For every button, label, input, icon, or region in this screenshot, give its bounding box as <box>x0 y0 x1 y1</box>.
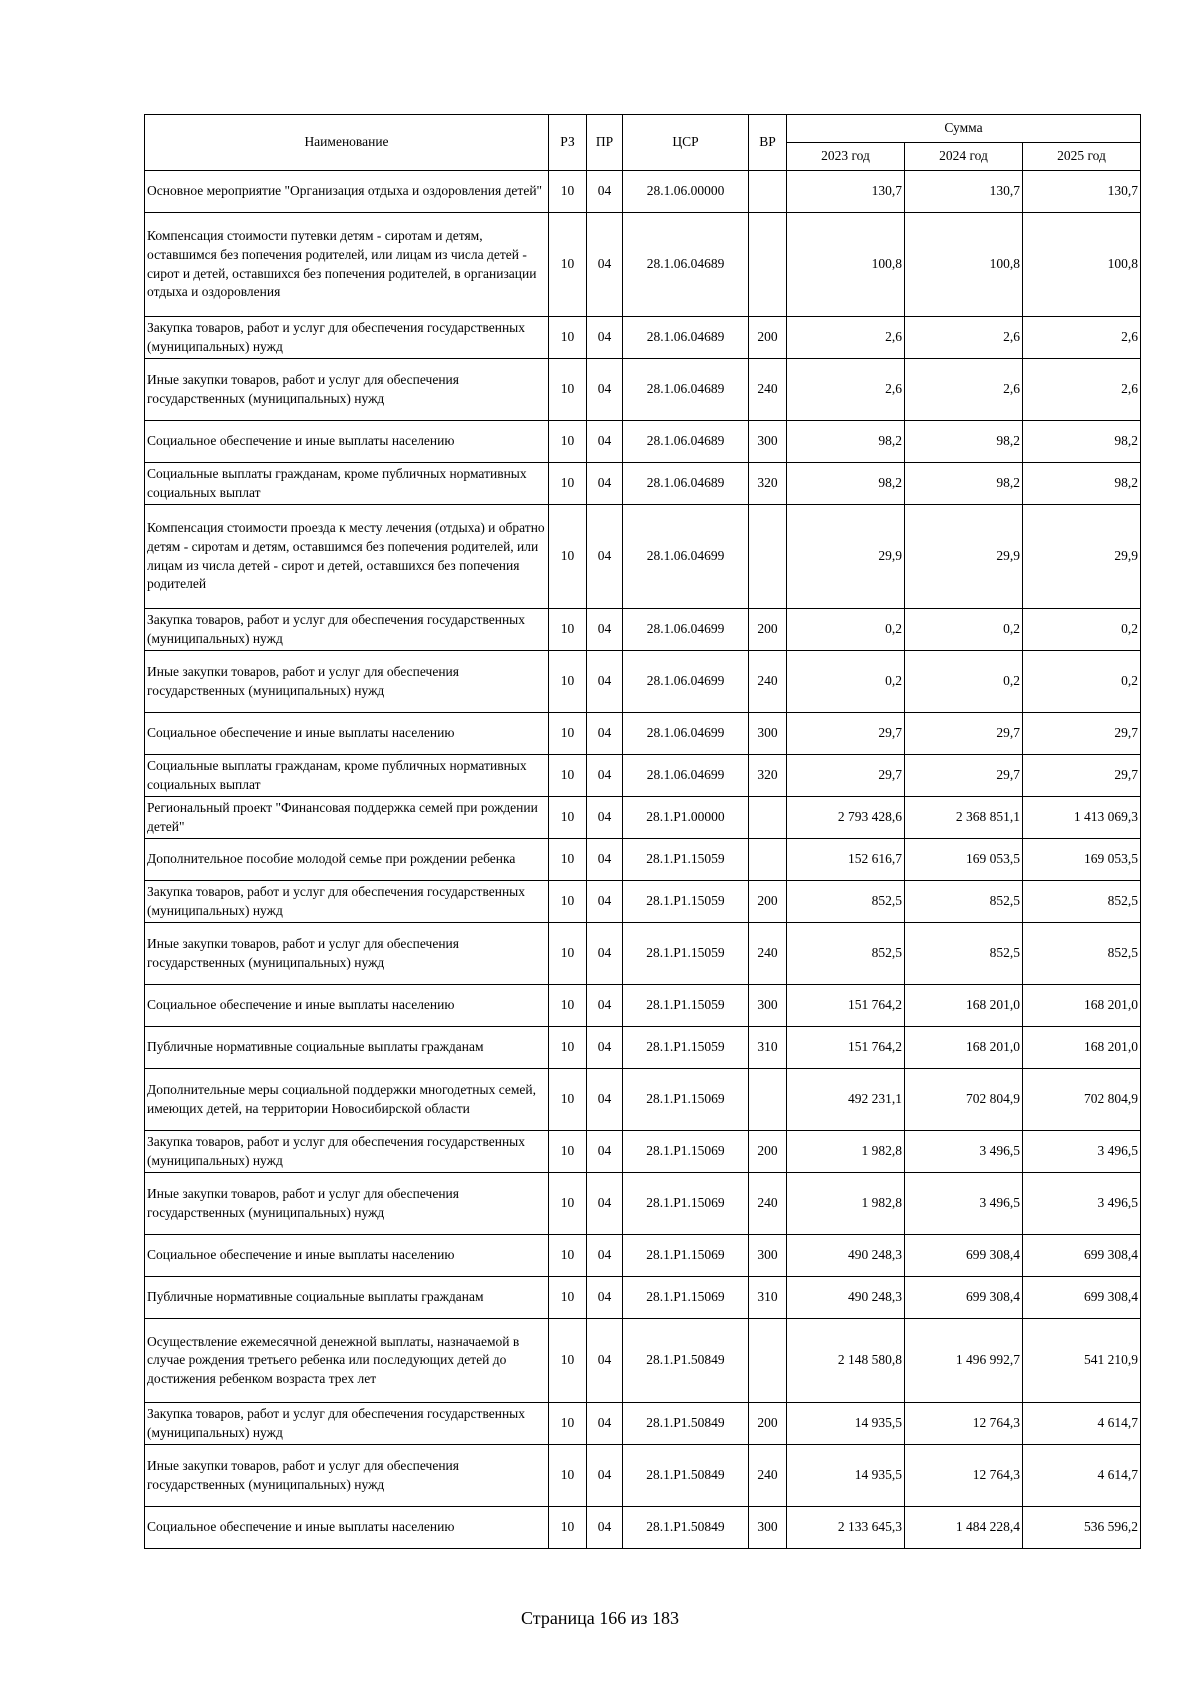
row-csr: 28.1.P1.15059 <box>623 923 749 985</box>
row-vr: 200 <box>749 1403 787 1445</box>
table-row <box>145 609 1141 651</box>
row-sum-2025: 169 053,5 <box>1023 839 1141 881</box>
row-sum-2025: 699 308,4 <box>1023 1235 1141 1277</box>
row-rz: 10 <box>549 317 587 359</box>
row-csr: 28.1.06.04689 <box>623 317 749 359</box>
row-sum-2025: 0,2 <box>1023 651 1141 713</box>
row-sum-2025: 98,2 <box>1023 463 1141 505</box>
row-csr: 28.1.P1.15069 <box>623 1131 749 1173</box>
row-pr: 04 <box>587 171 623 213</box>
row-csr: 28.1.P1.00000 <box>623 797 749 839</box>
row-vr: 240 <box>749 651 787 713</box>
budget-table <box>144 114 1141 1549</box>
row-vr: 300 <box>749 421 787 463</box>
row-sum-2023: 492 231,1 <box>787 1069 905 1131</box>
row-csr: 28.1.P1.50849 <box>623 1319 749 1403</box>
row-name: Публичные нормативные социальные выплаты гражданам <box>145 1027 549 1069</box>
table-row <box>145 985 1141 1027</box>
row-sum-2024: 29,7 <box>905 755 1023 797</box>
row-csr: 28.1.06.04699 <box>623 713 749 755</box>
row-csr: 28.1.06.04689 <box>623 359 749 421</box>
row-sum-2025: 1 413 069,3 <box>1023 797 1141 839</box>
row-vr <box>749 797 787 839</box>
row-sum-2025: 2,6 <box>1023 359 1141 421</box>
row-vr: 310 <box>749 1277 787 1319</box>
row-pr: 04 <box>587 985 623 1027</box>
row-rz: 10 <box>549 421 587 463</box>
row-sum-2024: 2 368 851,1 <box>905 797 1023 839</box>
table-row <box>145 839 1141 881</box>
row-sum-2023: 1 982,8 <box>787 1173 905 1235</box>
row-sum-2024: 0,2 <box>905 651 1023 713</box>
header-csr: ЦСР <box>623 115 749 171</box>
row-vr: 200 <box>749 317 787 359</box>
row-rz: 10 <box>549 1507 587 1549</box>
row-sum-2025: 0,2 <box>1023 609 1141 651</box>
row-sum-2024: 98,2 <box>905 463 1023 505</box>
row-sum-2023: 100,8 <box>787 213 905 317</box>
row-pr: 04 <box>587 1277 623 1319</box>
row-vr: 200 <box>749 881 787 923</box>
row-sum-2025: 699 308,4 <box>1023 1277 1141 1319</box>
row-sum-2024: 100,8 <box>905 213 1023 317</box>
row-pr: 04 <box>587 1403 623 1445</box>
header-vr: ВР <box>749 115 787 171</box>
row-sum-2025: 4 614,7 <box>1023 1403 1141 1445</box>
row-csr: 28.1.06.04699 <box>623 651 749 713</box>
row-sum-2023: 14 935,5 <box>787 1445 905 1507</box>
row-name: Закупка товаров, работ и услуг для обеспечения государственных (муниципальных) нужд <box>145 609 549 651</box>
row-sum-2023: 2 793 428,6 <box>787 797 905 839</box>
row-rz: 10 <box>549 713 587 755</box>
table-row <box>145 1403 1141 1445</box>
row-rz: 10 <box>549 359 587 421</box>
row-vr: 240 <box>749 1173 787 1235</box>
row-name: Иные закупки товаров, работ и услуг для обеспечения государственных (муниципальных) нужд <box>145 1173 549 1235</box>
table-row <box>145 1277 1141 1319</box>
header-pr: ПР <box>587 115 623 171</box>
row-csr: 28.1.P1.15059 <box>623 985 749 1027</box>
row-sum-2023: 98,2 <box>787 421 905 463</box>
row-name: Осуществление ежемесячной денежной выплаты, назначаемой в случае рождения третьего ребенка или последующих детей до достижения ребенком возраста трех лет <box>145 1319 549 1403</box>
row-sum-2025: 98,2 <box>1023 421 1141 463</box>
row-sum-2024: 699 308,4 <box>905 1277 1023 1319</box>
row-sum-2024: 3 496,5 <box>905 1173 1023 1235</box>
table-row <box>145 713 1141 755</box>
row-rz: 10 <box>549 923 587 985</box>
row-pr: 04 <box>587 923 623 985</box>
row-csr: 28.1.P1.15059 <box>623 881 749 923</box>
row-rz: 10 <box>549 1319 587 1403</box>
row-name: Компенсация стоимости проезда к месту лечения (отдыха) и обратно детям - сиротам и детям, оставшимся без попечения родителей, или лицам из числа детей - сирот и детей, оставшихся без попечения родителей <box>145 505 549 609</box>
row-sum-2023: 2,6 <box>787 359 905 421</box>
row-sum-2023: 14 935,5 <box>787 1403 905 1445</box>
row-sum-2024: 2,6 <box>905 317 1023 359</box>
row-sum-2025: 852,5 <box>1023 881 1141 923</box>
row-rz: 10 <box>549 1131 587 1173</box>
table-row <box>145 923 1141 985</box>
row-sum-2024: 702 804,9 <box>905 1069 1023 1131</box>
row-vr: 310 <box>749 1027 787 1069</box>
table-row <box>145 797 1141 839</box>
row-rz: 10 <box>549 505 587 609</box>
row-csr: 28.1.P1.15059 <box>623 839 749 881</box>
row-sum-2023: 2,6 <box>787 317 905 359</box>
row-vr: 240 <box>749 359 787 421</box>
row-sum-2025: 536 596,2 <box>1023 1507 1141 1549</box>
row-sum-2023: 490 248,3 <box>787 1277 905 1319</box>
row-csr: 28.1.06.00000 <box>623 171 749 213</box>
row-vr: 240 <box>749 1445 787 1507</box>
row-pr: 04 <box>587 1445 623 1507</box>
row-sum-2025: 168 201,0 <box>1023 1027 1141 1069</box>
row-vr: 240 <box>749 923 787 985</box>
row-vr <box>749 213 787 317</box>
row-vr <box>749 1069 787 1131</box>
row-rz: 10 <box>549 609 587 651</box>
row-name: Дополнительные меры социальной поддержки многодетных семей, имеющих детей, на территории Новосибирской области <box>145 1069 549 1131</box>
row-sum-2023: 29,7 <box>787 713 905 755</box>
row-pr: 04 <box>587 213 623 317</box>
row-rz: 10 <box>549 1027 587 1069</box>
table-row <box>145 317 1141 359</box>
row-csr: 28.1.06.04699 <box>623 755 749 797</box>
row-pr: 04 <box>587 1069 623 1131</box>
row-pr: 04 <box>587 1131 623 1173</box>
header-sum: Сумма <box>787 115 1141 143</box>
row-pr: 04 <box>587 1235 623 1277</box>
table-row <box>145 1507 1141 1549</box>
table-row <box>145 463 1141 505</box>
page-number: Страница 166 из 183 <box>521 1608 679 1628</box>
table-row <box>145 1235 1141 1277</box>
row-name: Закупка товаров, работ и услуг для обеспечения государственных (муниципальных) нужд <box>145 1131 549 1173</box>
row-pr: 04 <box>587 797 623 839</box>
row-sum-2025: 702 804,9 <box>1023 1069 1141 1131</box>
row-pr: 04 <box>587 651 623 713</box>
row-rz: 10 <box>549 755 587 797</box>
header-year-2025: 2025 год <box>1023 143 1141 171</box>
row-sum-2023: 0,2 <box>787 609 905 651</box>
row-pr: 04 <box>587 1507 623 1549</box>
table-row <box>145 651 1141 713</box>
row-sum-2025: 130,7 <box>1023 171 1141 213</box>
row-rz: 10 <box>549 463 587 505</box>
row-vr <box>749 505 787 609</box>
row-vr: 200 <box>749 609 787 651</box>
row-sum-2023: 98,2 <box>787 463 905 505</box>
row-rz: 10 <box>549 1277 587 1319</box>
row-rz: 10 <box>549 213 587 317</box>
table-row <box>145 505 1141 609</box>
row-name: Дополнительное пособие молодой семье при рождении ребенка <box>145 839 549 881</box>
row-sum-2025: 852,5 <box>1023 923 1141 985</box>
row-sum-2024: 168 201,0 <box>905 985 1023 1027</box>
row-vr: 300 <box>749 713 787 755</box>
row-pr: 04 <box>587 1173 623 1235</box>
row-name: Социальные выплаты гражданам, кроме публичных нормативных социальных выплат <box>145 755 549 797</box>
row-rz: 10 <box>549 797 587 839</box>
row-name: Закупка товаров, работ и услуг для обеспечения государственных (муниципальных) нужд <box>145 881 549 923</box>
row-pr: 04 <box>587 421 623 463</box>
row-sum-2025: 29,9 <box>1023 505 1141 609</box>
row-pr: 04 <box>587 505 623 609</box>
row-name: Социальное обеспечение и иные выплаты населению <box>145 1507 549 1549</box>
row-name: Закупка товаров, работ и услуг для обеспечения государственных (муниципальных) нужд <box>145 317 549 359</box>
table-row <box>145 1069 1141 1131</box>
table-row <box>145 755 1141 797</box>
row-vr <box>749 171 787 213</box>
row-pr: 04 <box>587 881 623 923</box>
header-year-2024: 2024 год <box>905 143 1023 171</box>
row-rz: 10 <box>549 1235 587 1277</box>
row-csr: 28.1.P1.15069 <box>623 1277 749 1319</box>
row-csr: 28.1.06.04699 <box>623 609 749 651</box>
row-sum-2025: 4 614,7 <box>1023 1445 1141 1507</box>
row-name: Иные закупки товаров, работ и услуг для обеспечения государственных (муниципальных) нужд <box>145 923 549 985</box>
row-pr: 04 <box>587 713 623 755</box>
row-sum-2024: 12 764,3 <box>905 1445 1023 1507</box>
row-name: Иные закупки товаров, работ и услуг для обеспечения государственных (муниципальных) нужд <box>145 359 549 421</box>
row-name: Социальное обеспечение и иные выплаты населению <box>145 1235 549 1277</box>
row-name: Социальное обеспечение и иные выплаты населению <box>145 713 549 755</box>
table-row <box>145 1027 1141 1069</box>
row-vr: 300 <box>749 1507 787 1549</box>
row-sum-2024: 1 484 228,4 <box>905 1507 1023 1549</box>
row-name: Региональный проект "Финансовая поддержка семей при рождении детей" <box>145 797 549 839</box>
row-sum-2023: 490 248,3 <box>787 1235 905 1277</box>
row-rz: 10 <box>549 1173 587 1235</box>
header-rz: РЗ <box>549 115 587 171</box>
row-pr: 04 <box>587 755 623 797</box>
row-sum-2023: 29,9 <box>787 505 905 609</box>
row-csr: 28.1.06.04689 <box>623 463 749 505</box>
row-sum-2024: 3 496,5 <box>905 1131 1023 1173</box>
row-name: Компенсация стоимости путевки детям - сиротам и детям, оставшимся без попечения родителей, или лицам из числа детей - сирот и детей, оставшихся без попечения родителей, в организации отдыха и оздоровления <box>145 213 549 317</box>
row-pr: 04 <box>587 839 623 881</box>
row-sum-2025: 2,6 <box>1023 317 1141 359</box>
table-row <box>145 1173 1141 1235</box>
row-csr: 28.1.P1.50849 <box>623 1445 749 1507</box>
row-sum-2025: 3 496,5 <box>1023 1173 1141 1235</box>
row-name: Социальные выплаты гражданам, кроме публичных нормативных социальных выплат <box>145 463 549 505</box>
header-year-2023: 2023 год <box>787 143 905 171</box>
row-sum-2024: 852,5 <box>905 881 1023 923</box>
row-name: Иные закупки товаров, работ и услуг для обеспечения государственных (муниципальных) нужд <box>145 1445 549 1507</box>
row-csr: 28.1.P1.15069 <box>623 1069 749 1131</box>
row-sum-2024: 0,2 <box>905 609 1023 651</box>
row-sum-2023: 130,7 <box>787 171 905 213</box>
row-rz: 10 <box>549 1069 587 1131</box>
table-body <box>145 171 1141 1549</box>
row-rz: 10 <box>549 839 587 881</box>
row-vr: 200 <box>749 1131 787 1173</box>
row-rz: 10 <box>549 651 587 713</box>
row-sum-2025: 100,8 <box>1023 213 1141 317</box>
row-sum-2025: 168 201,0 <box>1023 985 1141 1027</box>
row-sum-2024: 168 201,0 <box>905 1027 1023 1069</box>
row-vr: 320 <box>749 755 787 797</box>
row-rz: 10 <box>549 1403 587 1445</box>
row-name: Социальное обеспечение и иные выплаты населению <box>145 985 549 1027</box>
row-csr: 28.1.06.04689 <box>623 213 749 317</box>
table-row <box>145 213 1141 317</box>
row-sum-2023: 151 764,2 <box>787 1027 905 1069</box>
table-row <box>145 421 1141 463</box>
table-row <box>145 359 1141 421</box>
row-vr <box>749 839 787 881</box>
row-sum-2024: 29,9 <box>905 505 1023 609</box>
row-sum-2023: 852,5 <box>787 923 905 985</box>
row-sum-2024: 852,5 <box>905 923 1023 985</box>
row-pr: 04 <box>587 609 623 651</box>
row-sum-2024: 1 496 992,7 <box>905 1319 1023 1403</box>
row-name: Закупка товаров, работ и услуг для обеспечения государственных (муниципальных) нужд <box>145 1403 549 1445</box>
row-pr: 04 <box>587 463 623 505</box>
table-row <box>145 171 1141 213</box>
row-rz: 10 <box>549 985 587 1027</box>
row-pr: 04 <box>587 359 623 421</box>
row-rz: 10 <box>549 1445 587 1507</box>
row-sum-2025: 541 210,9 <box>1023 1319 1141 1403</box>
row-csr: 28.1.06.04689 <box>623 421 749 463</box>
row-sum-2023: 29,7 <box>787 755 905 797</box>
row-csr: 28.1.P1.50849 <box>623 1507 749 1549</box>
row-sum-2023: 0,2 <box>787 651 905 713</box>
row-sum-2023: 2 148 580,8 <box>787 1319 905 1403</box>
row-sum-2024: 130,7 <box>905 171 1023 213</box>
header-name: Наименование <box>145 115 549 171</box>
table-row <box>145 1319 1141 1403</box>
row-csr: 28.1.06.04699 <box>623 505 749 609</box>
row-pr: 04 <box>587 317 623 359</box>
row-sum-2024: 98,2 <box>905 421 1023 463</box>
table-row <box>145 881 1141 923</box>
row-csr: 28.1.P1.15069 <box>623 1235 749 1277</box>
row-csr: 28.1.P1.15059 <box>623 1027 749 1069</box>
row-sum-2024: 29,7 <box>905 713 1023 755</box>
row-name: Публичные нормативные социальные выплаты гражданам <box>145 1277 549 1319</box>
row-vr: 300 <box>749 1235 787 1277</box>
row-pr: 04 <box>587 1319 623 1403</box>
row-sum-2023: 151 764,2 <box>787 985 905 1027</box>
row-sum-2024: 2,6 <box>905 359 1023 421</box>
row-vr: 320 <box>749 463 787 505</box>
row-rz: 10 <box>549 171 587 213</box>
row-name: Основное мероприятие "Организация отдыха и оздоровления детей" <box>145 171 549 213</box>
row-csr: 28.1.P1.50849 <box>623 1403 749 1445</box>
row-sum-2023: 2 133 645,3 <box>787 1507 905 1549</box>
row-vr <box>749 1319 787 1403</box>
row-sum-2024: 169 053,5 <box>905 839 1023 881</box>
row-sum-2025: 29,7 <box>1023 755 1141 797</box>
row-pr: 04 <box>587 1027 623 1069</box>
table-row <box>145 1445 1141 1507</box>
row-name: Иные закупки товаров, работ и услуг для обеспечения государственных (муниципальных) нужд <box>145 651 549 713</box>
row-sum-2024: 699 308,4 <box>905 1235 1023 1277</box>
row-rz: 10 <box>549 881 587 923</box>
row-sum-2023: 852,5 <box>787 881 905 923</box>
row-sum-2023: 1 982,8 <box>787 1131 905 1173</box>
row-sum-2025: 29,7 <box>1023 713 1141 755</box>
row-sum-2025: 3 496,5 <box>1023 1131 1141 1173</box>
row-sum-2024: 12 764,3 <box>905 1403 1023 1445</box>
row-csr: 28.1.P1.15069 <box>623 1173 749 1235</box>
table-row <box>145 1131 1141 1173</box>
row-sum-2023: 152 616,7 <box>787 839 905 881</box>
row-name: Социальное обеспечение и иные выплаты населению <box>145 421 549 463</box>
row-vr: 300 <box>749 985 787 1027</box>
